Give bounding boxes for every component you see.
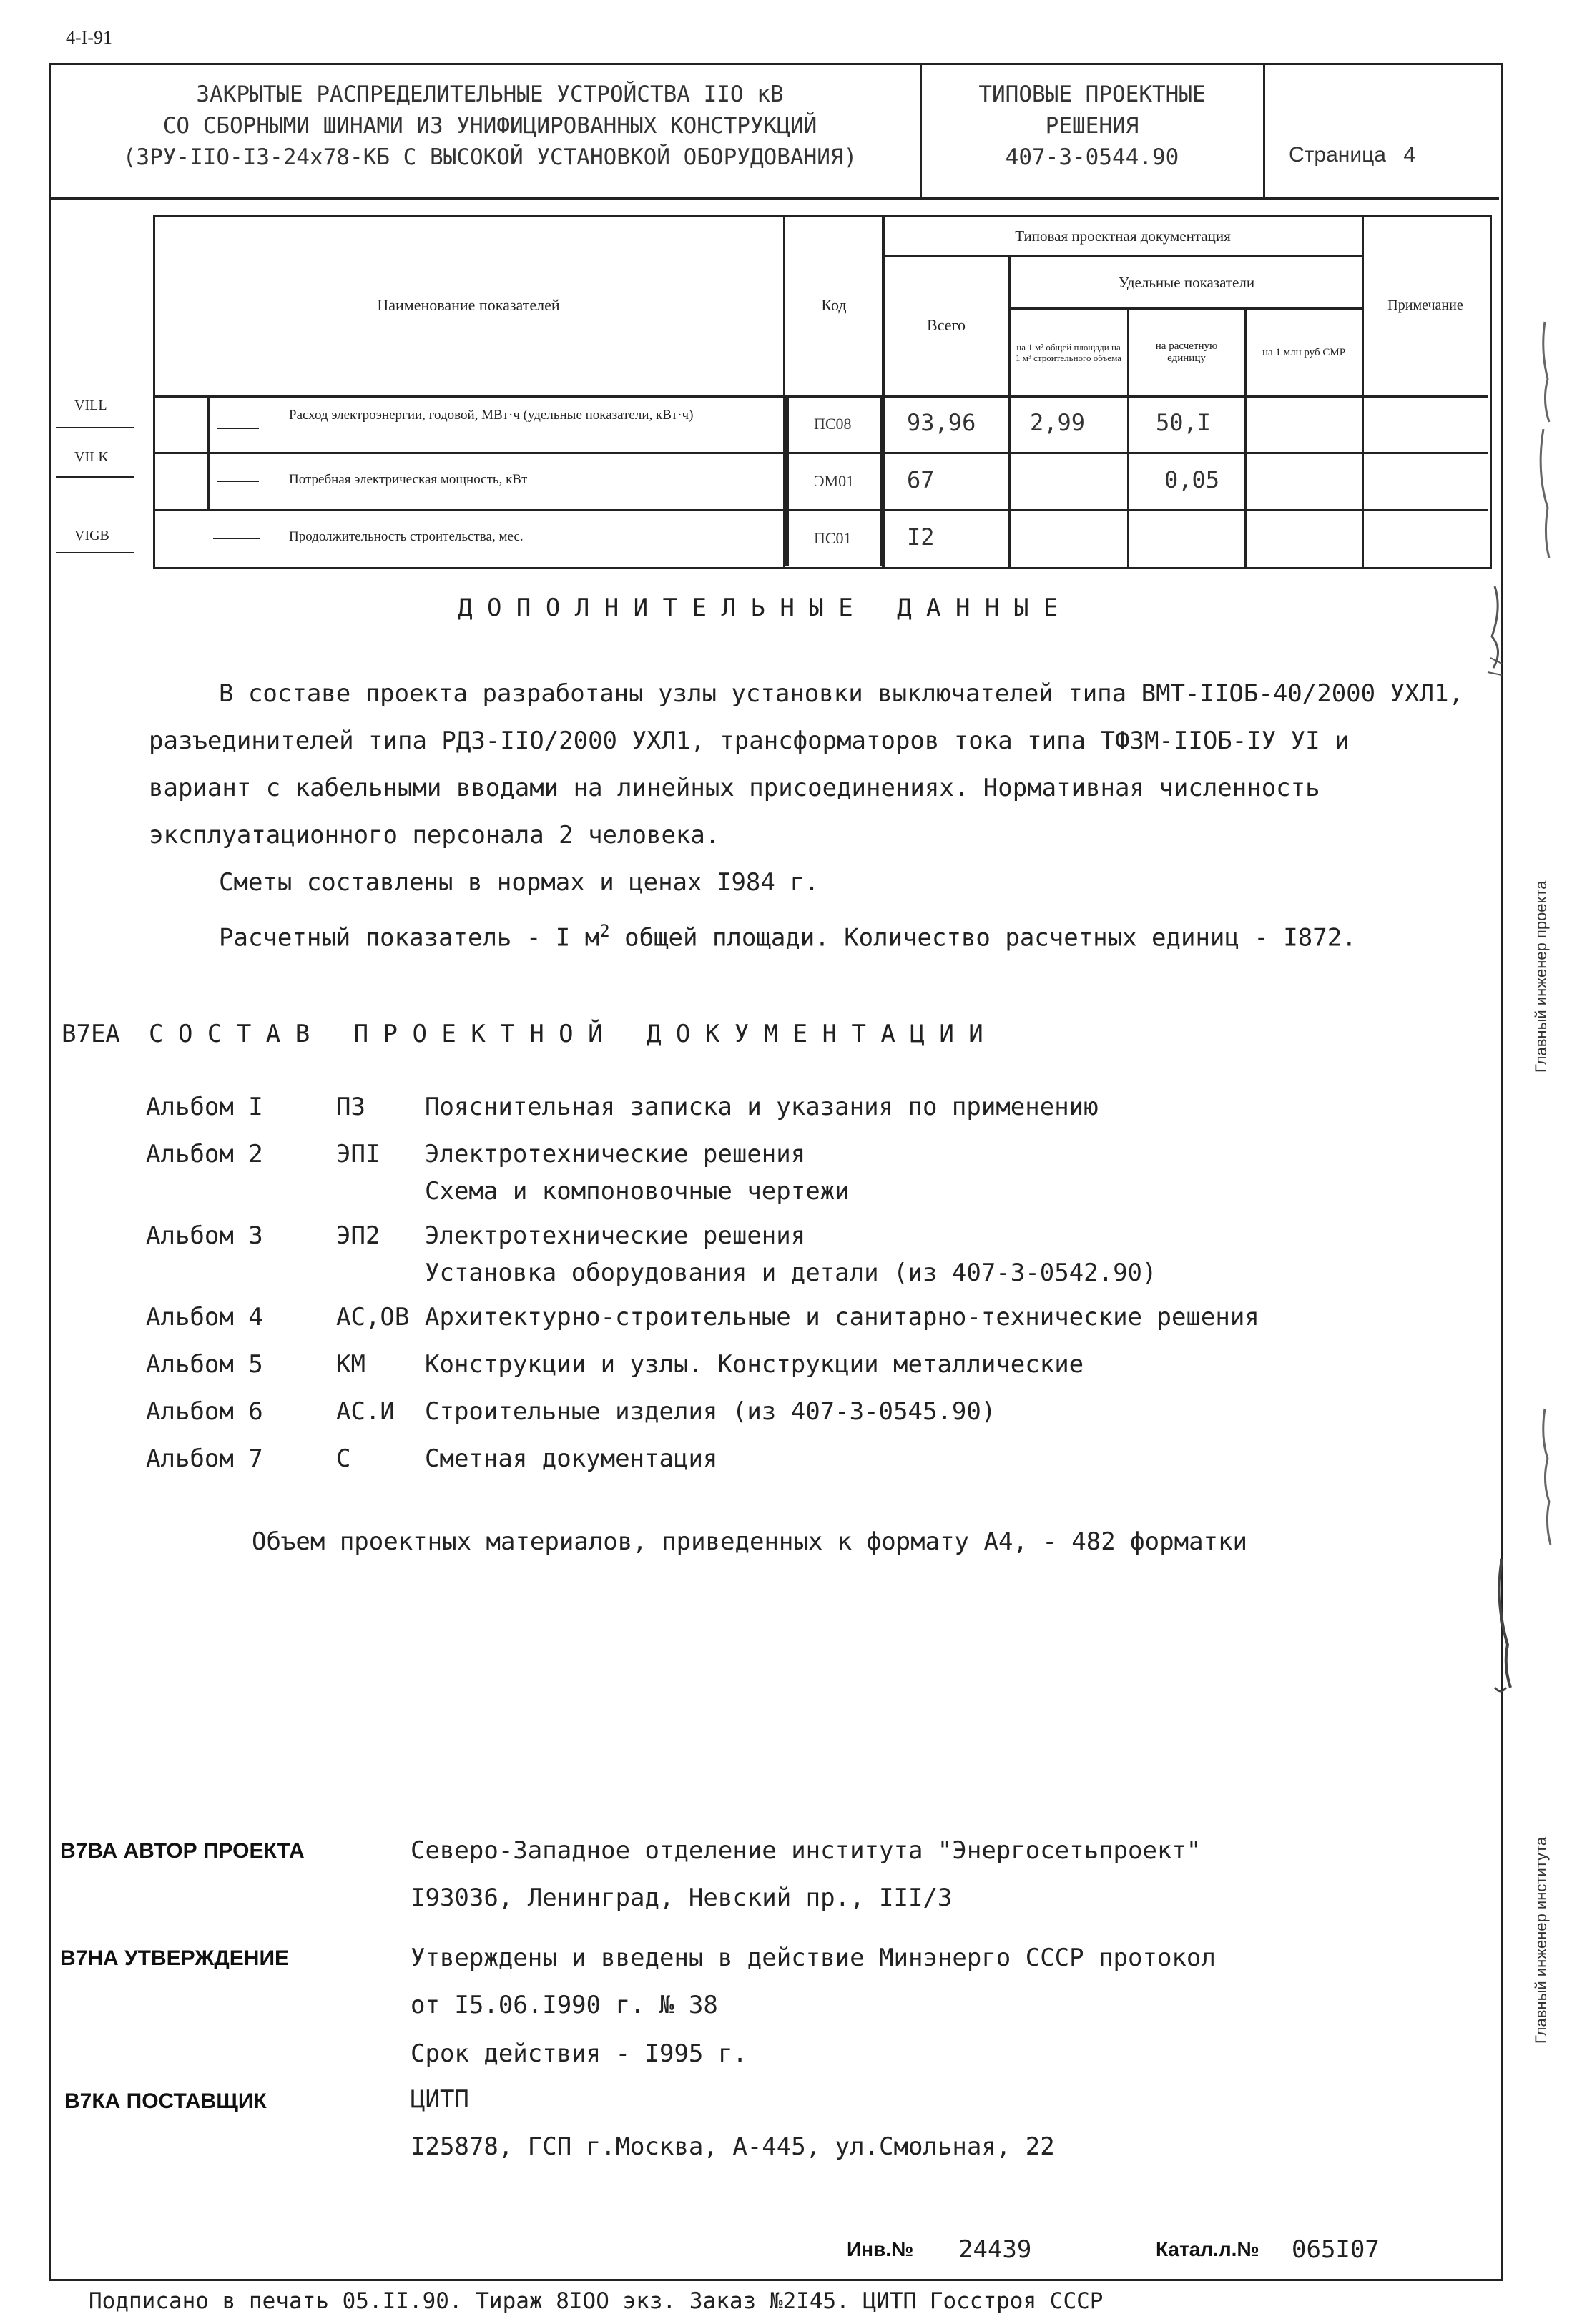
row-label: VILL [74,398,107,413]
row-marker-icon [217,481,259,482]
album-subtitle: Схема и компоновочные чертежи [425,1177,850,1206]
author-line-1: Северо-Западное отделение института "Энергосетьпроект" [411,1836,1202,1865]
album-code: С [336,1444,351,1473]
row-code: ПС01 [814,529,852,547]
row-name: Потребная электрическая мощность, кВт [289,472,528,487]
album-number: Альбом 2 [146,1140,263,1168]
header-doc-type [924,79,1260,173]
header-divider-2 [1263,63,1265,197]
cat-label: Катал.л.№ [1156,2238,1259,2260]
header-title-line-3: (ЗРУ-IIO-I3-24x78-КБ С ВЫСОКОЙ УСТАНОВКОЙ ОБОРУДОВАНИЯ) [122,144,858,170]
row-label: VILK [74,449,109,465]
composition-heading: С О С Т А В П Р О Е К Т Н О Й Д О К У М Е Н Т А Ц И И [149,1020,983,1048]
row-label: VIGB [74,528,109,543]
header-title [64,79,915,173]
col-header-group: Типовая проектная документация [1015,227,1231,245]
col-header-total: Всего [927,316,966,334]
album-number: Альбом 6 [146,1397,263,1426]
header-title-line-1: ЗАКРЫТЫЕ РАСПРЕДЕЛИТЕЛЬНЫЕ УСТРОЙСТВА IIO кВ [196,82,784,107]
row-total: 67 [907,466,935,493]
album-code: ЭПI [336,1140,380,1168]
volume-line: Объем проектных материалов, приведенных к формату А4, - 482 форматки [252,1527,1247,1556]
cat-value: 065I07 [1292,2235,1380,2264]
doc-type-line-3: 407-3-0544.90 [1005,144,1179,170]
estimate-line: Сметы составлены в нормах и ценах I984 г. [219,868,820,897]
row-per-unit: 0,05 [1164,466,1220,493]
album-subtitle: Установка оборудования и детали (из 407-3-0542.90) [425,1259,1157,1287]
album-number: Альбом 3 [146,1221,263,1250]
institute-engineer-signature [1473,1402,1566,1702]
additional-line-1: В составе проекта разработаны узлы установки выключателей типа ВМТ-IIOБ-40/2000 УХЛ1, [219,679,1463,708]
page-label: Страница [1289,143,1386,167]
album-title: Электротехнические решения [425,1221,806,1250]
album-title: Электротехнические решения [425,1140,806,1168]
header-title-line-2: СО СБОРНЫМИ ШИНАМИ ИЗ УНИФИЦИРОВАННЫХ КОНСТРУКЦИЙ [162,113,817,139]
composition-code: В7ЕА [62,1020,120,1048]
author-line-2: I93036, Ленинград, Невский пр., III/3 [411,1884,953,1912]
album-code: КМ [336,1350,365,1379]
header-divider-1 [920,63,922,197]
row-marker-icon [213,538,260,539]
approval-line-3: Срок действия - I995 г. [411,2039,747,2068]
calc-indicator-line [219,917,1357,952]
row-per-area: 2,99 [1030,409,1086,436]
additional-line-4: эксплуатационного персонала 2 человека. [149,821,720,850]
row-per-unit: 50,I [1156,409,1212,436]
supplier-line-1: ЦИТП [411,2085,469,2114]
col-header-per-mln: на 1 млн руб СМР [1262,346,1346,358]
album-title: Конструкции и узлы. Конструкции металлические [425,1350,1084,1379]
album-code: ПЗ [336,1093,365,1121]
row-code: ПС08 [814,415,852,433]
supplier-label: В7КА ПОСТАВЩИК [64,2089,267,2113]
inv-value: 24439 [958,2235,1032,2264]
row-code: ЭМ01 [814,472,855,490]
col-header-code: Код [821,296,847,314]
author-label: В7ВА АВТОР ПРОЕКТА [60,1839,305,1863]
album-title: Строительные изделия (из 407-3-0545.90) [425,1397,996,1426]
approval-line-2: от I5.06.I990 г. № 38 [411,1991,718,2019]
additional-line-3: вариант с кабельными вводами на линейных присоединениях. Нормативная численность [149,774,1320,802]
approval-line-1: Утверждены и введены в действие Минэнерго СССР протокол [411,1944,1216,1972]
album-title: Архитектурно-строительные и санитарно-технические решения [425,1303,1259,1331]
supplier-line-2: I25878, ГСП г.Москва, А-445, ул.Смольная, 22 [411,2132,1055,2161]
row-name: Продолжительность строительства, мес. [289,529,524,544]
col-header-name: Наименование показателей [377,296,560,314]
calc-suffix: общей площади. Количество расчетных единиц - I872. [609,923,1357,952]
side-label-project-engineer: Главный инженер проекта [1532,880,1550,1073]
footer-print-info: Подписано в печать 05.II.90. Тираж 8IOO экз. Заказ №2I45. ЦИТП Госстроя СССР [89,2288,1104,2314]
corner-mark: 4-I-91 [66,27,112,48]
album-code: АС,ОВ [336,1303,410,1331]
row-name: Расход электроэнергии, годовой, МВт·ч (удельные показатели, кВт·ч) [289,408,694,423]
col-header-note: Примечание [1387,297,1463,313]
album-number: Альбом I [146,1093,263,1121]
row-total: I2 [907,523,935,551]
album-code: АС.И [336,1397,395,1426]
side-label-institute-engineer: Главный инженер института [1532,1836,1550,2044]
page-number: 4 [1403,143,1415,167]
inv-label: Инв.№ [847,2238,914,2260]
row-total: 93,96 [907,409,976,436]
doc-type-line-2: РЕШЕНИЯ [1045,113,1139,139]
row-marker-icon [217,428,259,429]
album-number: Альбом 7 [146,1444,263,1473]
additional-heading: Д О П О Л Н И Т Е Л Ь Н Ы Е Д А Н Н Ы Е [458,594,1058,622]
additional-line-2: разъединителей типа РДЗ-IIO/2000 УХЛ1, трансформаторов тока типа ТФЗМ-IIOБ-IУ УI и [149,727,1350,755]
album-number: Альбом 5 [146,1350,263,1379]
album-number: Альбом 4 [146,1303,263,1331]
doc-type-line-1: ТИПОВЫЕ ПРОЕКТНЫЕ [978,82,1206,107]
approval-label: В7НА УТВЕРЖДЕНИЕ [60,1946,290,1970]
album-title: Пояснительная записка и указания по применению [425,1093,1099,1121]
album-title: Сметная документация [425,1444,718,1473]
calc-sup: 2 [599,921,610,941]
calc-prefix: Расчетный показатель - I м [219,923,600,952]
album-code: ЭП2 [336,1221,380,1250]
page-indicator [1289,143,1415,167]
col-header-subgroup: Удельные показатели [1118,273,1255,291]
col-header-per-area: на 1 м² общей площади на 1 м³ строительного объема [1016,342,1121,363]
col-header-per-unit: на расчетную единицу [1155,340,1218,364]
project-engineer-signature [1466,300,1566,901]
